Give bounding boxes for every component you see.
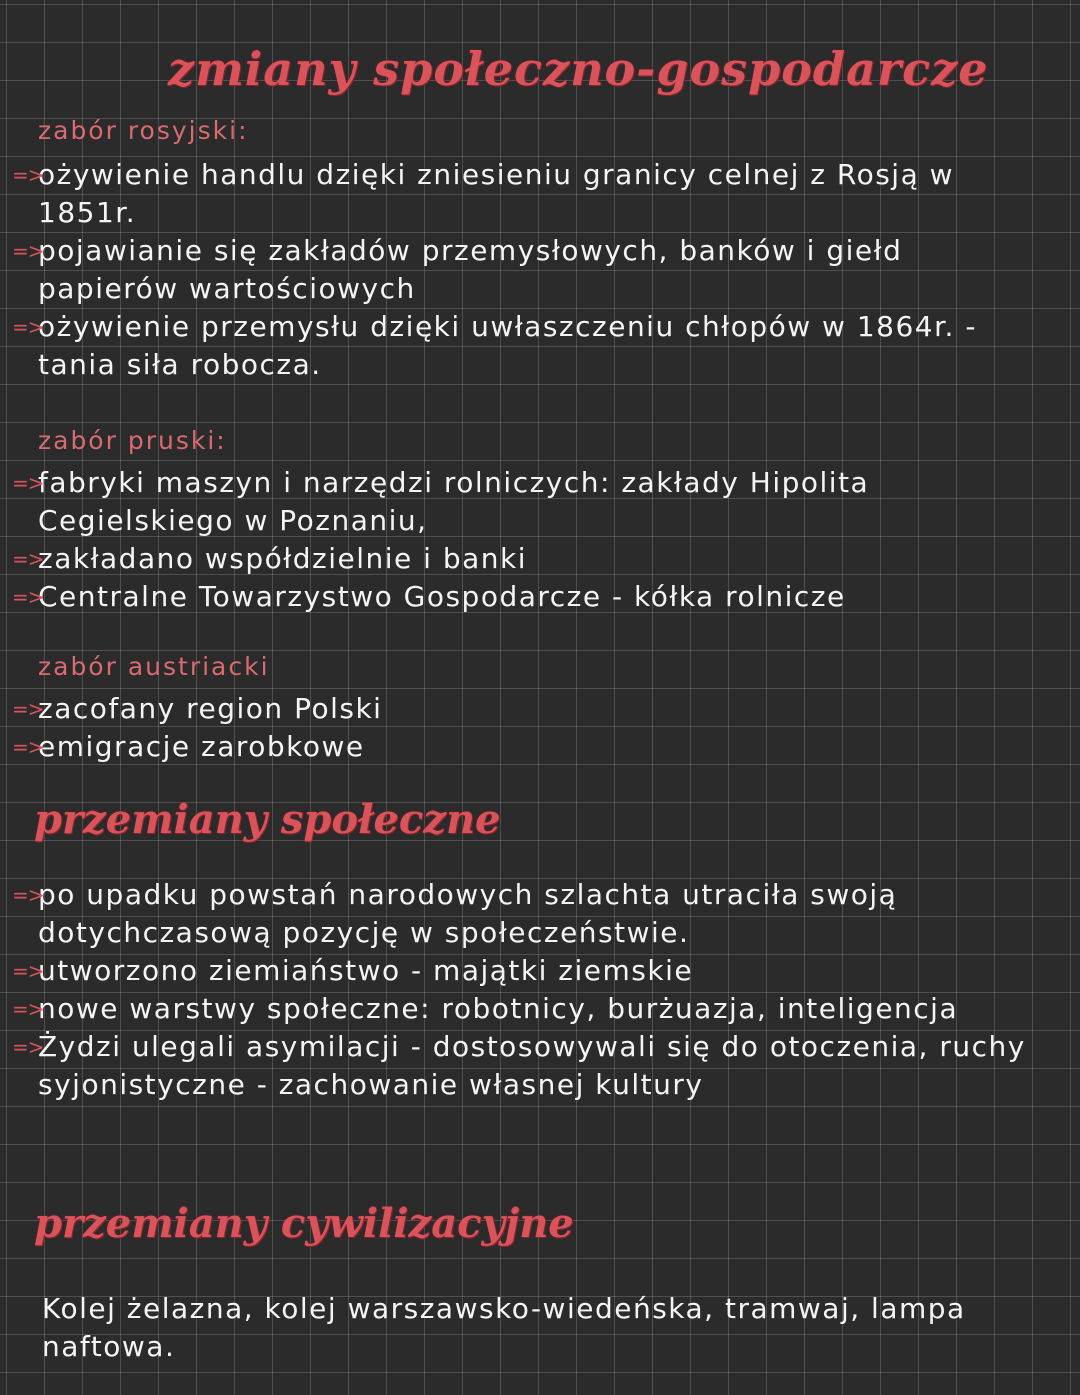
list-przemiany-spoleczne: [0, 876, 1080, 1104]
list-item-text: ożywienie przemysłu dzięki uwłaszczeniu chłopów w 1864r. - tania siła robocza.: [38, 310, 977, 381]
cywilizacyjne-text: Kolej żelazna, kolej warszawsko-wiedeńska, tramwaj, lampa naftowa.: [42, 1292, 966, 1363]
list-item-text: pojawianie się zakładów przemysłowych, banków i giełd papierów wartościowych: [38, 234, 903, 305]
list-item: [0, 156, 1038, 232]
heading-przemiany-spoleczne: przemiany społeczne: [34, 796, 501, 843]
list-zabor-rosyjski: [0, 156, 1080, 384]
heading-zabor-rosyjski: zabór rosyjski:: [38, 116, 249, 145]
list-item: [0, 952, 1038, 990]
list-item-text: Centralne Towarzystwo Gospodarcze - kółka rolnicze: [38, 580, 846, 613]
list-zabor-pruski: [0, 464, 1080, 616]
arrow-icon: =>: [12, 163, 44, 187]
list-item: [0, 1028, 1038, 1104]
list-item-text: nowe warstwy społeczne: robotnicy, burżuazja, inteligencja: [38, 992, 959, 1025]
list-item: [0, 690, 1038, 728]
list-item: [0, 540, 1038, 578]
list-item: [0, 990, 1038, 1028]
heading-przemiany-cywilizacyjne: przemiany cywilizacyjne: [34, 1200, 574, 1247]
list-item: [0, 308, 1038, 384]
list-item-text: po upadku powstań narodowych szlachta utraciła swoją dotychczasową pozycję w społeczeństwie.: [38, 878, 898, 949]
list-item: [0, 876, 1038, 952]
list-item: [0, 232, 1038, 308]
list-item-text: emigracje zarobkowe: [38, 730, 365, 763]
list-item: [0, 578, 1038, 616]
list-item-text: utworzono ziemiaństwo - majątki ziemskie: [38, 954, 694, 987]
arrow-icon: =>: [12, 1035, 44, 1059]
list-item-text: ożywienie handlu dzięki zniesieniu granicy celnej z Rosją w 1851r.: [38, 158, 955, 229]
list-zabor-austriacki: [0, 690, 1080, 766]
arrow-icon: =>: [12, 471, 44, 495]
arrow-icon: =>: [12, 585, 44, 609]
arrow-icon: =>: [12, 697, 44, 721]
list-item: [0, 728, 1038, 766]
arrow-icon: =>: [12, 315, 44, 339]
list-item-text: fabryki maszyn i narzędzi rolniczych: zakłady Hipolita Cegielskiego w Poznaniu,: [38, 466, 870, 537]
page-title: zmiany społeczno-gospodarcze: [168, 42, 989, 96]
arrow-icon: =>: [12, 883, 44, 907]
heading-zabor-austriacki: zabór austriacki: [38, 652, 270, 681]
arrow-icon: =>: [12, 547, 44, 571]
list-item-text: zacofany region Polski: [38, 692, 383, 725]
arrow-icon: =>: [12, 239, 44, 263]
list-item: [0, 464, 1038, 540]
arrow-icon: =>: [12, 959, 44, 983]
list-item-text: Żydzi ulegali asymilacji - dostosowywali się do otoczenia, ruchy syjonistyczne - zachowanie własnej kultury: [38, 1030, 1026, 1101]
heading-zabor-pruski: zabór pruski:: [38, 426, 227, 455]
arrow-icon: =>: [12, 997, 44, 1021]
arrow-icon: =>: [12, 735, 44, 759]
list-item-text: zakładano współdzielnie i banki: [38, 542, 528, 575]
